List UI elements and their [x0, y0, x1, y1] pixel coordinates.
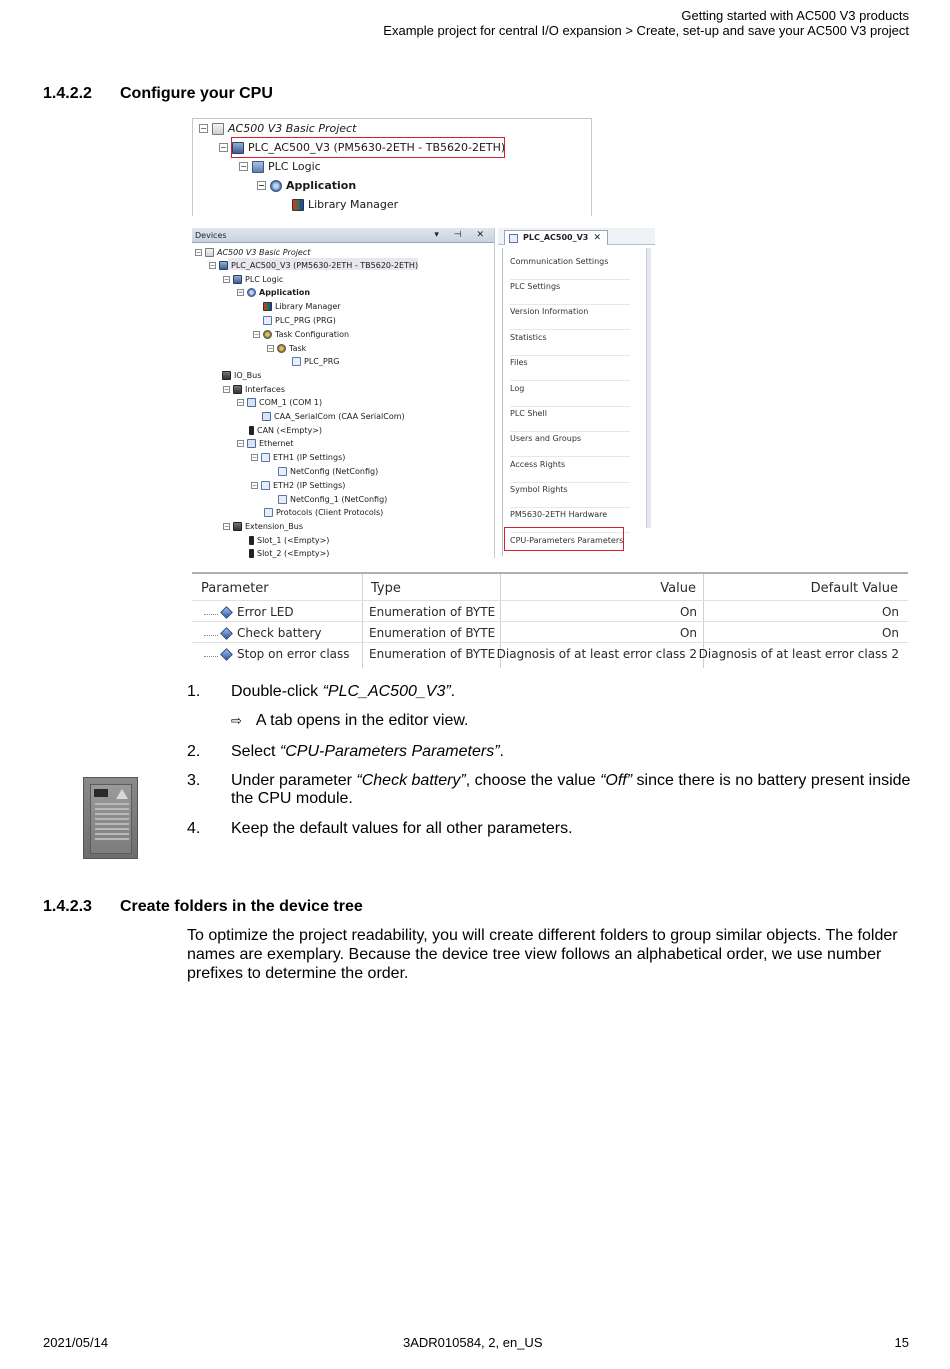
editor-item[interactable]: Statistics	[510, 331, 630, 356]
table-row[interactable]: Check battery	[204, 626, 322, 640]
device-tree-item[interactable]: − Interfaces	[224, 384, 285, 394]
serial-com-icon	[262, 412, 271, 421]
com-port-icon	[247, 398, 256, 407]
step-text: Select “CPU-Parameters Parameters”.	[231, 743, 504, 760]
device-tree-item[interactable]: − Task	[268, 343, 307, 353]
plc-logic-icon	[252, 161, 264, 173]
parameter-icon	[220, 606, 233, 619]
panel-controls[interactable]: ▾ ⊣ ✕	[434, 230, 490, 240]
close-icon[interactable]: ✕	[593, 233, 601, 243]
program-icon	[263, 316, 272, 325]
collapse-icon[interactable]: −	[224, 522, 230, 530]
netconfig-icon	[278, 495, 287, 504]
editor-item[interactable]: Symbol Rights	[510, 483, 630, 508]
device-tree-item[interactable]: CAA_SerialCom (CAA SerialCom)	[262, 410, 405, 422]
ethernet-icon	[247, 439, 256, 448]
header-type[interactable]: Type	[371, 581, 401, 596]
footer-doc-id: 3ADR010584, 2, en_US	[403, 1335, 543, 1350]
device-tree-item[interactable]: − PLC_AC500_V3 (PM5630-2ETH - TB5620-2ETH)	[210, 260, 419, 270]
collapse-icon[interactable]: −	[254, 330, 260, 338]
device-tree-item[interactable]: − PLC Logic	[224, 274, 284, 284]
header-default-value[interactable]: Default Value	[810, 581, 898, 596]
footer-date: 2021/05/14	[43, 1335, 109, 1350]
type-cell: Enumeration of BYTE	[369, 605, 496, 619]
editor-item[interactable]: Communication Settings	[510, 255, 630, 280]
default-value-cell: Diagnosis of at least error class 2	[698, 647, 899, 661]
section-title: Configure your CPU	[120, 85, 273, 102]
collapse-icon[interactable]: −	[238, 439, 244, 447]
device-tree-item[interactable]: − Application	[238, 287, 311, 297]
task-icon	[277, 344, 286, 353]
device-tree-item[interactable]: − COM_1 (COM 1)	[238, 397, 323, 407]
parameter-icon	[220, 627, 233, 640]
device-tree-item[interactable]: Library Manager	[263, 300, 341, 312]
editor-item[interactable]: Users and Groups	[510, 432, 630, 457]
empty-slot-icon	[249, 549, 254, 558]
collapse-icon[interactable]: −	[258, 181, 265, 190]
collapse-icon[interactable]: −	[252, 453, 258, 461]
collapse-icon[interactable]: −	[196, 248, 202, 256]
device-tree-item[interactable]: − AC500 V3 Basic Project	[196, 247, 311, 257]
device-tree-item[interactable]: IO_Bus	[222, 369, 261, 381]
result-arrow-icon: ⇨	[231, 713, 242, 728]
type-cell: Enumeration of BYTE	[369, 647, 496, 661]
editor-item[interactable]: Files	[510, 356, 630, 381]
step-number: 4.	[187, 820, 201, 837]
editor-item[interactable]: Log	[510, 382, 630, 407]
editor-tab-bar	[498, 228, 655, 245]
empty-slot-icon	[249, 426, 254, 435]
collapse-icon[interactable]: −	[200, 124, 207, 133]
project-icon	[212, 123, 224, 135]
device-tree-item[interactable]: Protocols (Client Protocols)	[264, 506, 383, 518]
device-tree-item[interactable]: − Extension_Bus	[224, 521, 303, 531]
ip-settings-icon	[261, 481, 270, 490]
header-line-1: Getting started with AC500 V3 products	[681, 8, 909, 23]
device-tree-item[interactable]: PLC_PRG	[292, 355, 339, 367]
warning-icon	[116, 789, 128, 799]
device-tree-item[interactable]: CAN (<Empty>)	[249, 424, 322, 436]
protocols-icon	[264, 508, 273, 517]
task-configuration-icon	[263, 330, 272, 339]
editor-item[interactable]: PLC Settings	[510, 280, 630, 305]
device-tree-item[interactable]: − ETH2 (IP Settings)	[252, 480, 346, 490]
tree-item-plc[interactable]: − PLC_AC500_V3 (PM5630-2ETH - TB5620-2ETH)	[220, 141, 506, 154]
parameter-table	[192, 572, 908, 668]
collapse-icon[interactable]: −	[210, 261, 216, 269]
collapse-icon[interactable]: −	[224, 385, 230, 393]
default-value-cell: On	[881, 605, 899, 619]
tree-item-plc-logic[interactable]: − PLC Logic	[240, 160, 321, 173]
program-call-icon	[292, 357, 301, 366]
editor-item[interactable]: Access Rights	[510, 458, 630, 483]
value-cell[interactable]: Diagnosis of at least error class 2	[496, 647, 697, 661]
collapse-icon[interactable]: −	[220, 143, 227, 152]
step-number: 2.	[187, 743, 201, 760]
row-divider	[192, 600, 908, 601]
library-manager-icon	[263, 302, 272, 311]
step-text: Double-click “PLC_AC500_V3”.	[231, 683, 456, 700]
plc-logic-icon	[233, 275, 242, 284]
step-number: 1.	[187, 683, 201, 700]
divider	[502, 248, 503, 556]
device-tree-item[interactable]: − Task Configuration	[254, 329, 350, 339]
section-paragraph: To optimize the project readability, you will create different folders to group similar objects. The folder names are exemplary. Because the device tree view follows an alphabetical order, we use number prefixes to determine the order.	[187, 927, 898, 982]
devices-titlebar: Devices ▾ ⊣ ✕	[192, 228, 494, 243]
plc-icon	[219, 261, 228, 270]
editor-panel	[498, 228, 655, 558]
header-line-2: Example project for central I/O expansion > Create, set-up and save your AC500 V3 project	[383, 23, 909, 38]
section-title: Create folders in the device tree	[120, 898, 363, 915]
device-tree-item[interactable]: Slot_2 (<Empty>)	[249, 547, 329, 559]
device-tree-item[interactable]: NetConfig (NetConfig)	[278, 465, 378, 477]
battery-note-icon	[83, 777, 138, 859]
value-cell[interactable]: On	[679, 626, 697, 640]
default-value-cell: On	[881, 626, 899, 640]
project-tree-screenshot	[192, 118, 592, 216]
device-tree-item[interactable]: PLC_PRG (PRG)	[263, 314, 336, 326]
row-divider	[192, 642, 908, 643]
table-row[interactable]: Stop on error class	[204, 647, 350, 661]
footer-page-number: 15	[894, 1335, 909, 1350]
device-tree-item[interactable]: − Ethernet	[238, 438, 294, 448]
editor-item[interactable]: PM5630-2ETH Hardware	[510, 508, 630, 533]
highlight-box	[504, 527, 624, 551]
header-parameter[interactable]: Parameter	[201, 581, 269, 596]
highlight-box	[231, 137, 505, 158]
step-text: Under parameter “Check battery”, choose the value “Off” since there is no battery present inside the CPU module.	[231, 772, 911, 807]
collapse-icon[interactable]: −	[268, 344, 274, 352]
value-cell[interactable]: On	[679, 605, 697, 619]
step-result: ⇨ A tab opens in the editor view.	[231, 712, 469, 729]
header-value[interactable]: Value	[660, 581, 696, 596]
collapse-icon[interactable]: −	[240, 162, 247, 171]
collapse-icon[interactable]: −	[238, 398, 244, 406]
netconfig-icon	[278, 467, 287, 476]
application-icon	[247, 288, 256, 297]
table-row[interactable]: Error LED	[204, 605, 294, 619]
collapse-icon[interactable]: −	[252, 481, 258, 489]
parameter-icon	[220, 648, 233, 661]
section-number: 1.4.2.3	[43, 898, 92, 915]
scrollbar[interactable]	[646, 248, 651, 528]
collapse-icon[interactable]: −	[224, 275, 230, 283]
step-text: Keep the default values for all other parameters.	[231, 820, 573, 837]
ip-settings-icon	[261, 453, 270, 462]
library-manager-icon	[292, 199, 304, 211]
tree-item-project[interactable]: − AC500 V3 Basic Project	[200, 122, 357, 135]
editor-item[interactable]: PLC Shell	[510, 407, 630, 432]
editor-item-cpu-parameters[interactable]: CPU-Parameters Parameters	[510, 536, 624, 545]
tree-item-library-manager[interactable]: Library Manager	[292, 198, 398, 211]
interfaces-icon	[233, 385, 242, 394]
devices-editor-screenshot	[192, 228, 908, 558]
step-number: 3.	[187, 772, 201, 789]
device-tree-item[interactable]: NetConfig_1 (NetConfig)	[278, 493, 387, 505]
section-number: 1.4.2.2	[43, 85, 92, 102]
devices-panel	[192, 228, 495, 558]
page-header	[383, 8, 909, 38]
collapse-icon[interactable]: −	[238, 288, 244, 296]
device-tree-item[interactable]: Slot_1 (<Empty>)	[249, 534, 329, 546]
device-icon	[509, 234, 518, 243]
empty-slot-icon	[249, 536, 254, 545]
project-icon	[205, 248, 214, 257]
application-icon	[270, 180, 282, 192]
tree-item-application[interactable]: − Application	[258, 179, 357, 192]
row-divider	[192, 621, 908, 622]
extension-bus-icon	[233, 522, 242, 531]
tab-plc-ac500-v3[interactable]: PLC_AC500_V3 ✕	[504, 230, 608, 245]
editor-item[interactable]: Version Information	[510, 305, 630, 330]
type-cell: Enumeration of BYTE	[369, 626, 496, 640]
io-bus-icon	[222, 371, 231, 380]
device-tree-item[interactable]: − ETH1 (IP Settings)	[252, 452, 346, 462]
